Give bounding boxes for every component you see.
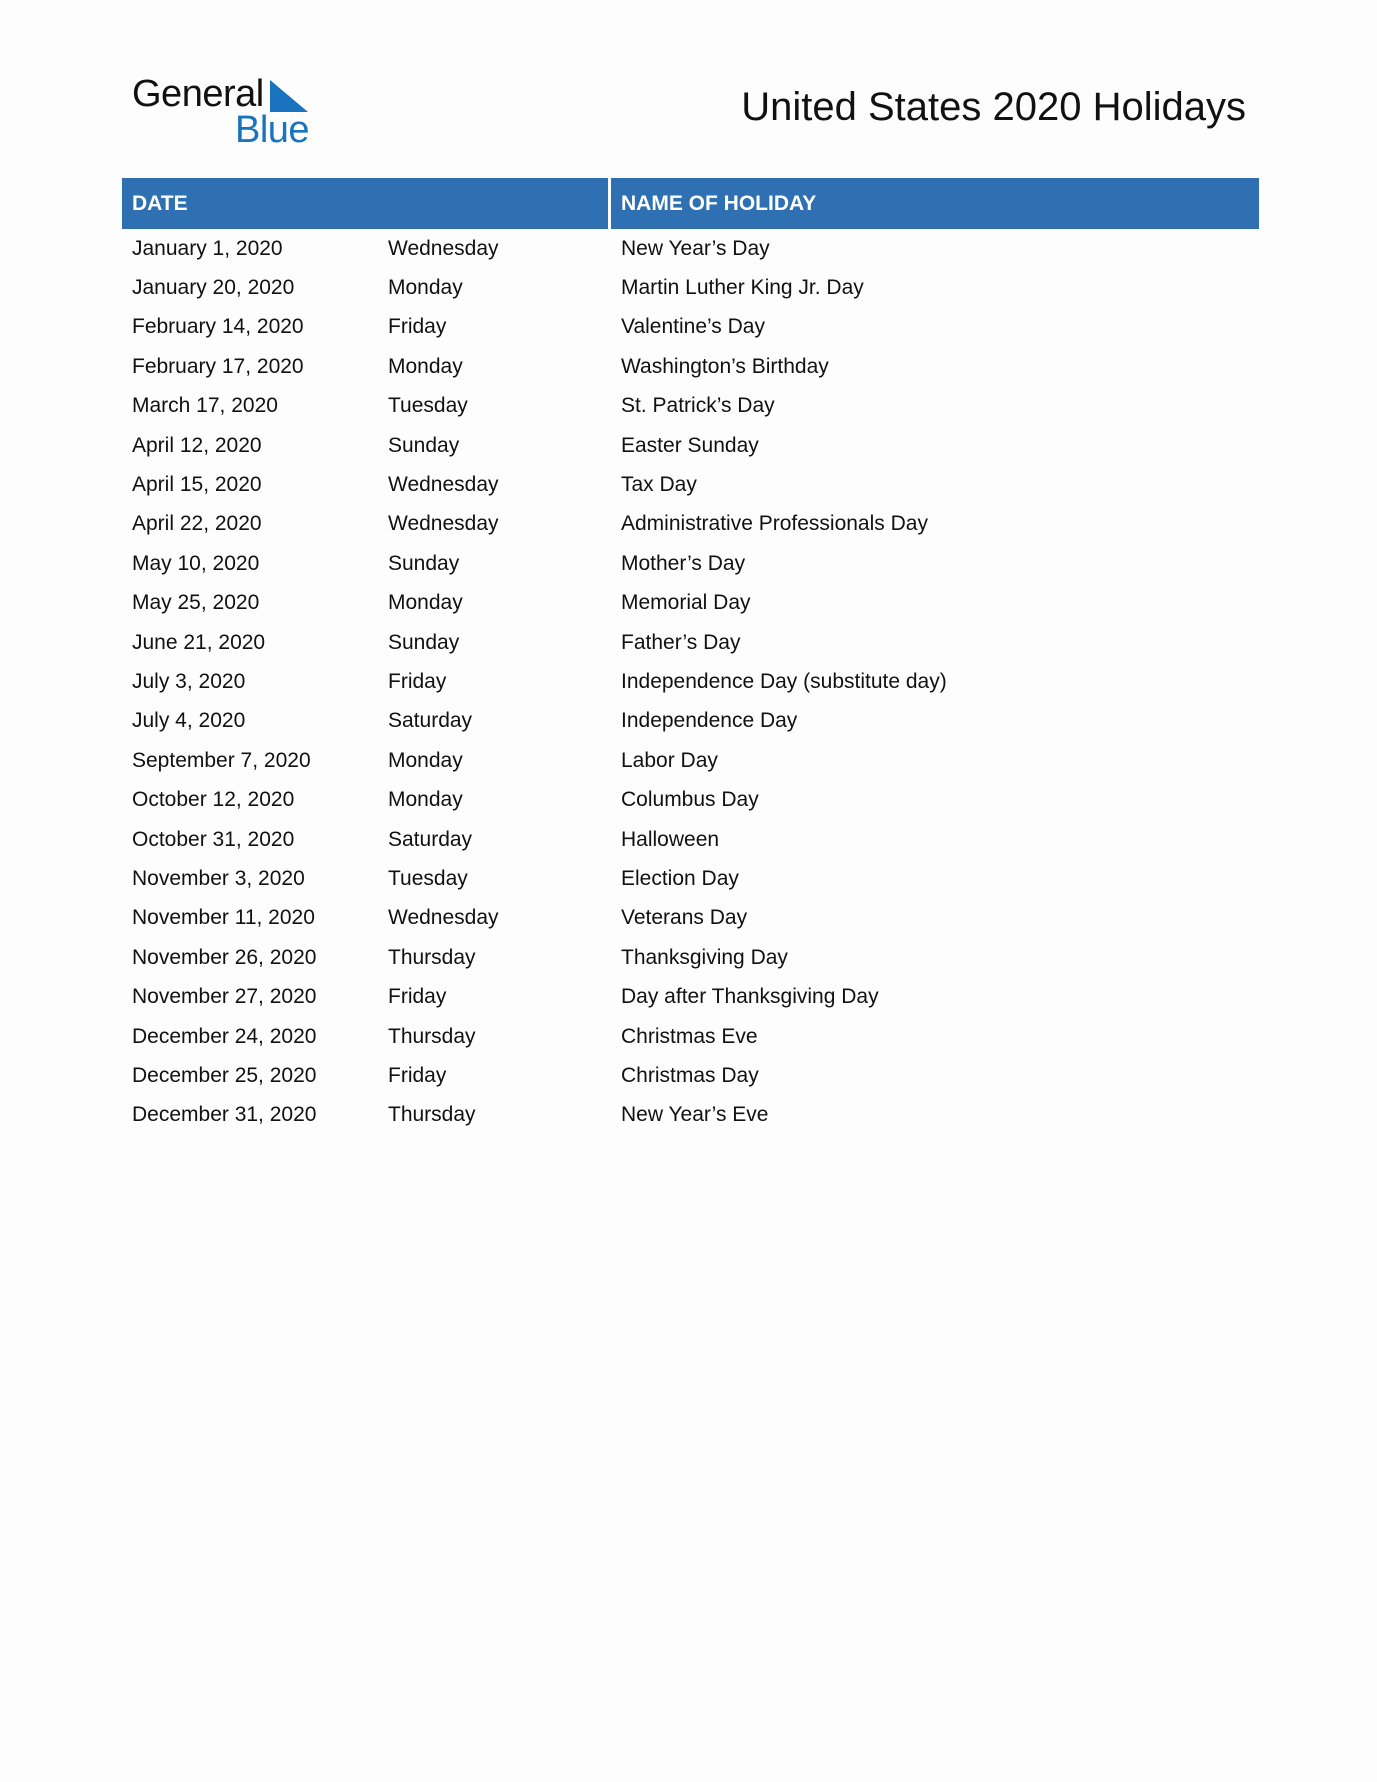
logo-text-blue: Blue — [235, 109, 310, 151]
table-row — [122, 662, 1259, 701]
table-row — [122, 1017, 1259, 1056]
holiday-weekday: Tuesday — [388, 394, 468, 418]
holiday-date: January 20, 2020 — [132, 276, 295, 300]
holiday-weekday: Friday — [388, 985, 447, 1009]
holiday-date: October 31, 2020 — [132, 827, 295, 851]
holiday-date: March 17, 2020 — [132, 394, 278, 418]
holiday-weekday: Wednesday — [388, 906, 499, 930]
table-row — [122, 229, 1259, 268]
holiday-name: Valentine’s Day — [621, 315, 765, 339]
table-row — [122, 899, 1259, 938]
holiday-name: Memorial Day — [621, 591, 751, 615]
table-header — [122, 178, 1259, 229]
holiday-name: Independence Day (substitute day) — [621, 669, 947, 693]
holiday-name: Election Day — [621, 866, 739, 890]
holiday-date: September 7, 2020 — [132, 748, 311, 772]
holiday-weekday: Wednesday — [388, 236, 499, 260]
holiday-name: Tax Day — [621, 473, 697, 497]
holiday-weekday: Thursday — [388, 1103, 476, 1127]
holiday-name: Columbus Day — [621, 788, 759, 812]
table-row — [122, 505, 1259, 544]
holiday-date: May 10, 2020 — [132, 551, 260, 575]
table-row — [122, 820, 1259, 859]
holiday-date: February 17, 2020 — [132, 354, 304, 378]
table-row — [122, 465, 1259, 504]
triangle-icon — [270, 80, 308, 112]
table-body — [122, 229, 1259, 1135]
holiday-date: June 21, 2020 — [132, 630, 266, 654]
holiday-name: Mother’s Day — [621, 551, 746, 575]
holiday-date: November 27, 2020 — [132, 985, 317, 1009]
holiday-name: Independence Day — [621, 709, 798, 733]
holiday-name: St. Patrick’s Day — [621, 394, 775, 418]
holiday-name: Thanksgiving Day — [621, 945, 788, 969]
table-row — [122, 387, 1259, 426]
column-header-date: DATE — [122, 178, 608, 229]
holiday-date: November 3, 2020 — [132, 866, 305, 890]
holiday-weekday: Monday — [388, 591, 463, 615]
holiday-date: February 14, 2020 — [132, 315, 304, 339]
table-row — [122, 544, 1259, 583]
holiday-date: January 1, 2020 — [132, 236, 283, 260]
logo-text-general: General — [132, 73, 264, 115]
holiday-date: November 11, 2020 — [132, 906, 315, 930]
table-row — [122, 702, 1259, 741]
holiday-name: Administrative Professionals Day — [621, 512, 928, 536]
table-row — [122, 1096, 1259, 1135]
table-row — [122, 268, 1259, 307]
page-title: United States 2020 Holidays — [741, 85, 1246, 129]
logo — [130, 72, 330, 152]
column-header-holiday-name: NAME OF HOLIDAY — [611, 178, 1259, 229]
holiday-name: Halloween — [621, 827, 720, 851]
holiday-name: Easter Sunday — [621, 433, 759, 457]
holiday-weekday: Friday — [388, 669, 447, 693]
holiday-weekday: Tuesday — [388, 866, 468, 890]
table-row — [122, 780, 1259, 819]
holiday-date: July 3, 2020 — [132, 669, 246, 693]
holiday-date: April 22, 2020 — [132, 512, 262, 536]
holiday-weekday: Thursday — [388, 945, 476, 969]
holiday-name: Martin Luther King Jr. Day — [621, 276, 864, 300]
table-row — [122, 1056, 1259, 1095]
holiday-date: December 25, 2020 — [132, 1063, 317, 1087]
holiday-table — [122, 178, 1259, 1135]
holiday-weekday: Monday — [388, 354, 463, 378]
holiday-name: New Year’s Eve — [621, 1103, 769, 1127]
holiday-name: Labor Day — [621, 748, 718, 772]
table-row — [122, 977, 1259, 1016]
holiday-weekday: Wednesday — [388, 473, 499, 497]
table-row — [122, 623, 1259, 662]
holiday-date: November 26, 2020 — [132, 945, 317, 969]
holiday-weekday: Friday — [388, 315, 447, 339]
table-row — [122, 741, 1259, 780]
holiday-name: Day after Thanksgiving Day — [621, 985, 879, 1009]
table-row — [122, 938, 1259, 977]
holiday-name: Father’s Day — [621, 630, 741, 654]
holiday-date: December 31, 2020 — [132, 1103, 317, 1127]
table-row — [122, 347, 1259, 386]
holiday-name: Christmas Eve — [621, 1024, 758, 1048]
holiday-weekday: Monday — [388, 276, 463, 300]
holiday-date: April 15, 2020 — [132, 473, 262, 497]
holiday-weekday: Sunday — [388, 551, 460, 575]
holiday-date: May 25, 2020 — [132, 591, 260, 615]
holiday-weekday: Sunday — [388, 630, 460, 654]
holiday-weekday: Sunday — [388, 433, 460, 457]
holiday-name: Christmas Day — [621, 1063, 759, 1087]
holiday-date: July 4, 2020 — [132, 709, 246, 733]
holiday-weekday: Monday — [388, 748, 463, 772]
holiday-name: Veterans Day — [621, 906, 748, 930]
holiday-weekday: Wednesday — [388, 512, 499, 536]
table-row — [122, 426, 1259, 465]
holiday-date: December 24, 2020 — [132, 1024, 317, 1048]
holiday-name: New Year’s Day — [621, 236, 770, 260]
table-row — [122, 584, 1259, 623]
table-row — [122, 859, 1259, 898]
holiday-weekday: Thursday — [388, 1024, 476, 1048]
holiday-name: Washington’s Birthday — [621, 354, 829, 378]
holiday-date: October 12, 2020 — [132, 788, 295, 812]
table-row — [122, 308, 1259, 347]
holiday-weekday: Monday — [388, 788, 463, 812]
holiday-date: April 12, 2020 — [132, 433, 262, 457]
holiday-weekday: Saturday — [388, 827, 473, 851]
holiday-weekday: Saturday — [388, 709, 473, 733]
holiday-weekday: Friday — [388, 1063, 447, 1087]
